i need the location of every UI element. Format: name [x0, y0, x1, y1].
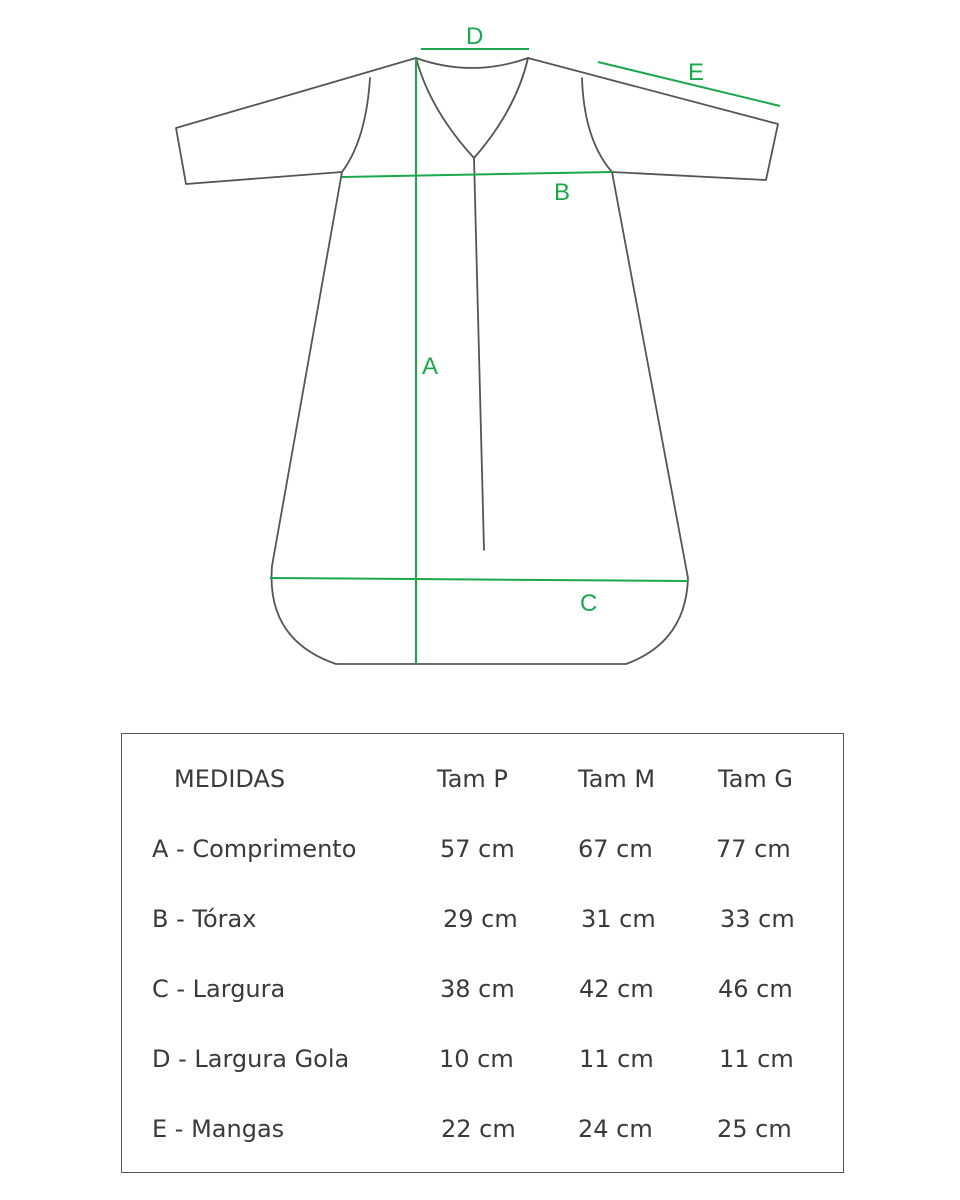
row-e-size-p: 22 cm: [441, 1115, 516, 1143]
row-a-size-p: 57 cm: [440, 835, 515, 863]
measure-line-b: [342, 172, 612, 177]
garment-outline: [176, 58, 778, 664]
row-label-b: B - Tórax: [152, 905, 257, 933]
label-c: C: [580, 590, 598, 617]
measurement-lines: [270, 49, 780, 664]
row-label-e: E - Mangas: [152, 1115, 285, 1143]
row-d-size-m: 11 cm: [579, 1045, 654, 1073]
row-e-size-g: 25 cm: [717, 1115, 792, 1143]
measure-line-c: [270, 578, 688, 581]
row-c-size-m: 42 cm: [579, 975, 654, 1003]
row-a-size-m: 67 cm: [578, 835, 653, 863]
row-d-size-p: 10 cm: [439, 1045, 514, 1073]
label-a: A: [422, 353, 439, 380]
row-b-size-m: 31 cm: [581, 905, 656, 933]
label-e: E: [688, 59, 705, 86]
row-e-size-m: 24 cm: [578, 1115, 653, 1143]
table-header-size-p: Tam P: [437, 765, 508, 793]
row-c-size-g: 46 cm: [718, 975, 793, 1003]
label-d: D: [466, 23, 484, 50]
row-label-c: C - Largura: [152, 975, 286, 1003]
neckline: [416, 58, 528, 158]
row-b-size-p: 29 cm: [443, 905, 518, 933]
table-header-measures: MEDIDAS: [174, 765, 286, 793]
size-table: [121, 733, 844, 1173]
body-outline: [176, 58, 778, 664]
row-d-size-g: 11 cm: [719, 1045, 794, 1073]
table-header-size-m: Tam M: [578, 765, 656, 793]
row-a-size-g: 77 cm: [716, 835, 791, 863]
table-header-size-g: Tam G: [718, 765, 793, 793]
row-label-a: A - Comprimento: [152, 835, 357, 863]
zipper-line: [474, 158, 484, 550]
label-b: B: [554, 179, 571, 206]
row-label-d: D - Largura Gola: [152, 1045, 350, 1073]
row-b-size-g: 33 cm: [720, 905, 795, 933]
row-c-size-p: 38 cm: [440, 975, 515, 1003]
